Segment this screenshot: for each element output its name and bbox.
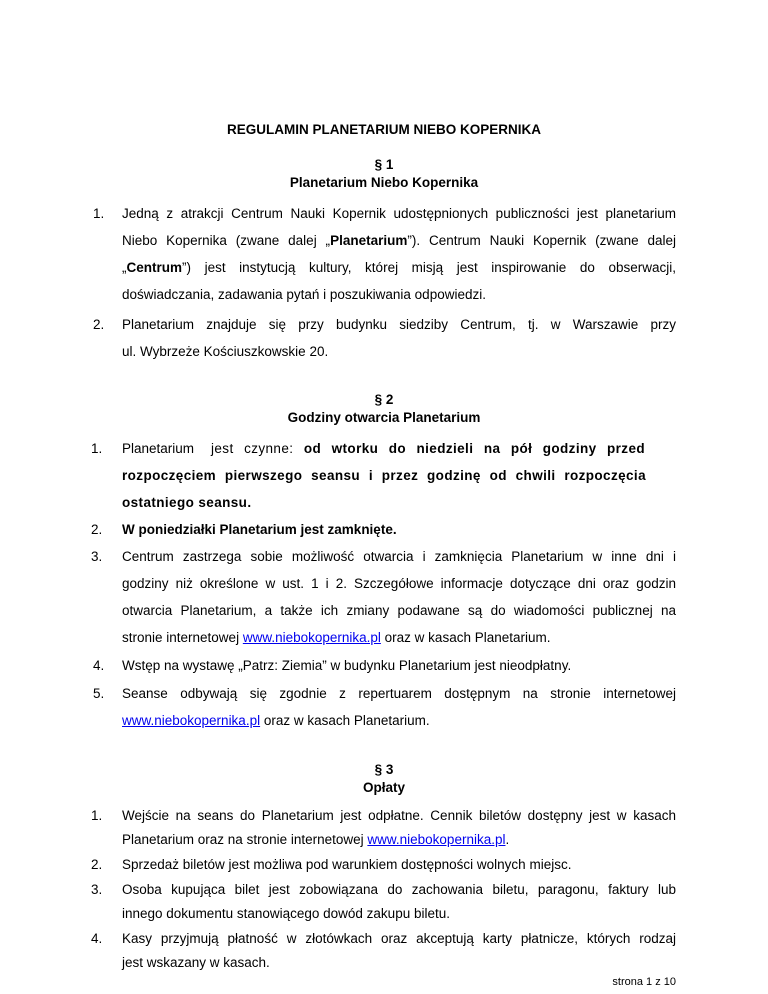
s3-item-4-line-1: Kasy przyjmują płatność w złotówkach oraz akceptują karty płatnicze, których rodzaj — [122, 931, 676, 946]
s2-item-1-line-3: ostatniego seansu. — [122, 495, 252, 510]
s1-item-1-line-1: Jedną z atrakcji Centrum Nauki Kopernik udostępnionych publiczności jest planetarium — [122, 206, 676, 221]
s2-item-2-number: 2. — [91, 522, 103, 537]
s2-item-5-number: 5. — [93, 686, 105, 701]
s2-item-5-line-2: www.niebokopernika.pl oraz w kasach Planetarium. — [122, 713, 430, 728]
website-link[interactable]: www.niebokopernika.pl — [367, 832, 506, 847]
s3-item-4-line-2: jest wskazany w kasach. — [122, 955, 270, 970]
s1-item-1-number: 1. — [93, 206, 105, 221]
s3-item-4-number: 4. — [91, 931, 103, 946]
page-number: strona 1 z 10 — [612, 976, 676, 988]
s2-item-5-line-1: Seanse odbywają się zgodnie z repertuarem dostępnym na stronie internetowej — [122, 686, 676, 701]
s2-item-1-line-1a: Planetarium — [122, 441, 195, 456]
s1-item-1-line-3: „Centrum”) jest instytucją kultury, której misją jest inspirowanie do obserwacji, — [122, 260, 676, 275]
s2-item-3-number: 3. — [91, 549, 103, 564]
s2-item-3-line-1: Centrum zastrzega sobie możliwość otwarcia i zamknięcia Planetarium w inne dni i — [122, 549, 676, 564]
s1-item-2-line-1: Planetarium znajduje się przy budynku siedziby Centrum, tj. w Warszawie przy — [122, 317, 676, 332]
s2-item-1-number: 1. — [91, 441, 103, 456]
s2-item-4-number: 4. — [93, 658, 105, 673]
s3-item-1-line-2: Planetarium oraz na stronie internetowej www.niebokopernika.pl. — [122, 832, 510, 847]
s3-item-3-line-1: Osoba kupująca bilet jest zobowiązana do zachowania biletu, paragonu, faktury lub — [122, 882, 676, 897]
s1-item-2-line-2: ul. Wybrzeże Kościuszkowskie 20. — [122, 344, 329, 359]
s3-item-2-number: 2. — [91, 857, 103, 872]
s2-item-3-line-2: godziny niż określone w ust. 1 i 2. Szczegółowe informacje dotyczące dni oraz godzin — [122, 576, 676, 591]
s3-item-3-number: 3. — [91, 882, 103, 897]
s2-item-4-line-1: Wstęp na wystawę „Patrz: Ziemia” w budynku Planetarium jest nieodpłatny. — [122, 658, 572, 673]
s2-item-3-line-3: otwarcia Planetarium, a także ich zmiany podawane są do wiadomości publicznej na — [122, 603, 676, 618]
s1-item-1-line-4: doświadczania, zadawania pytań i poszukiwania odpowiedzi. — [122, 287, 486, 302]
s3-item-3-line-2: innego dokumentu stanowiącego dowód zakupu biletu. — [122, 906, 450, 921]
section-3-heading: Opłaty — [362, 780, 405, 795]
section-2-sign: § 2 — [374, 392, 394, 407]
s2-item-1-line-1b: jest czynne: od wtorku do niedzieli na pół godziny przed — [211, 441, 645, 456]
s2-item-1-line-2: rozpoczęciem pierwszego seansu i przez godzinę od chwili rozpoczęcia — [122, 468, 646, 483]
website-link[interactable]: www.niebokopernika.pl — [122, 713, 261, 728]
section-3-sign: § 3 — [374, 762, 394, 777]
section-1-heading: Planetarium Niebo Kopernika — [289, 175, 479, 190]
s3-item-1-number: 1. — [91, 808, 103, 823]
s2-item-3-line-4: stronie internetowej www.niebokopernika.pl oraz w kasach Planetarium. — [122, 630, 551, 645]
s1-item-1-line-2: Niebo Kopernika (zwane dalej „Planetarium”). Centrum Nauki Kopernik (zwane dalej — [122, 233, 676, 248]
s3-item-2-line-1: Sprzedaż biletów jest możliwa pod warunkiem dostępności wolnych miejsc. — [122, 857, 572, 872]
s1-item-2-number: 2. — [93, 317, 105, 332]
s2-item-2-line-1: W poniedziałki Planetarium jest zamknięte. — [122, 522, 397, 537]
section-1-sign: § 1 — [374, 157, 394, 172]
section-2-heading: Godziny otwarcia Planetarium — [287, 410, 481, 425]
s3-item-1-line-1: Wejście na seans do Planetarium jest odpłatne. Cennik biletów dostępny jest w kasach — [122, 808, 676, 823]
website-link[interactable]: www.niebokopernika.pl — [242, 630, 381, 645]
document-title: REGULAMIN PLANETARIUM NIEBO KOPERNIKA — [226, 122, 541, 137]
